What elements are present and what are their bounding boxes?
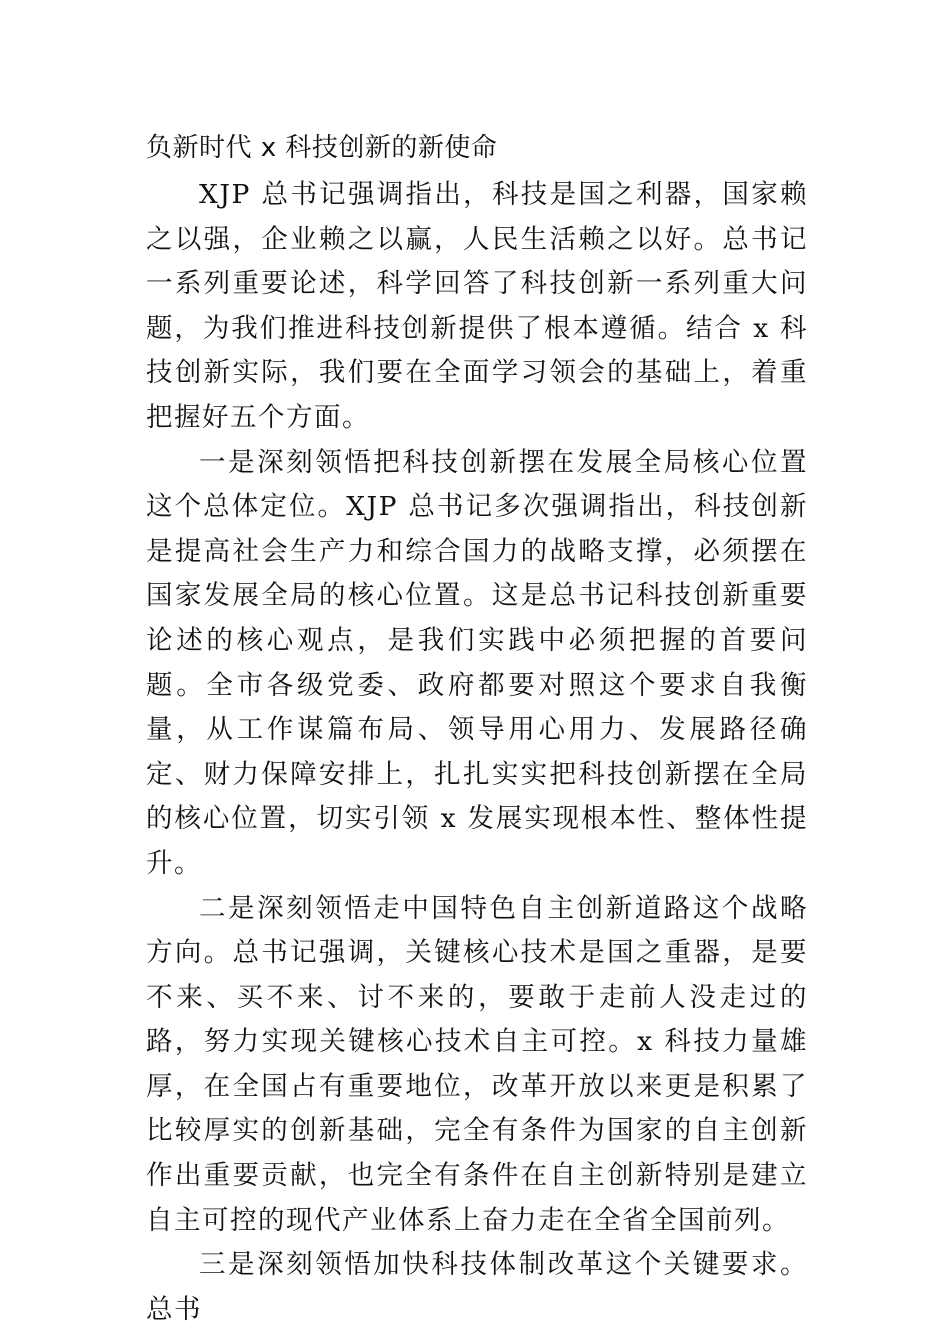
- paragraph-point-three: 三是深刻领悟加快科技体制改革这个关键要求。总书: [146, 1249, 808, 1325]
- document-heading: 负新时代 x 科技创新的新使命: [146, 133, 498, 163]
- paragraph-intro: XJP 总书记强调指出，科技是国之利器，国家赖之以强，企业赖之以赢，人民生活赖之以好。总书记一系列重要论述，科学回答了科技创新一系列重大问题，为我们推进科技创新提供了根本遵循。结合 x 科技创新实际，我们要在全面学习领会的基础上，着重把握好五个方面。: [146, 179, 808, 433]
- document-body: [146, 128, 808, 1332]
- paragraph-point-one: 一是深刻领悟把科技创新摆在发展全局核心位置这个总体定位。XJP 总书记多次强调指出，科技创新是提高社会生产力和综合国力的战略支撑，必须摆在国家发展全局的核心位置。这是总书记科技创新重要论述的核心观点，是我们实践中必须把握的首要问题。全市各级党委、政府都要对照这个要求自我衡量，从工作谋篇布局、领导用心用力、发展路径确定、财力保障安排上，扎扎实实把科技创新摆在全局的核心位置，切实引领 x 发展实现根本性、整体性提升。: [146, 446, 808, 879]
- paragraph-point-two: 二是深刻领悟走中国特色自主创新道路这个战略方向。总书记强调，关键核心技术是国之重器，是要不来、买不来、讨不来的，要敢于走前人没走过的路，努力实现关键核心技术自主可控。x 科技力量雄厚，在全国占有重要地位，改革开放以来更是积累了比较厚实的创新基础，完全有条件为国家的自主创新作出重要贡献，也完全有条件在自主创新特别是建立自主可控的现代产业体系上奋力走在全省全国前列。: [146, 892, 808, 1236]
